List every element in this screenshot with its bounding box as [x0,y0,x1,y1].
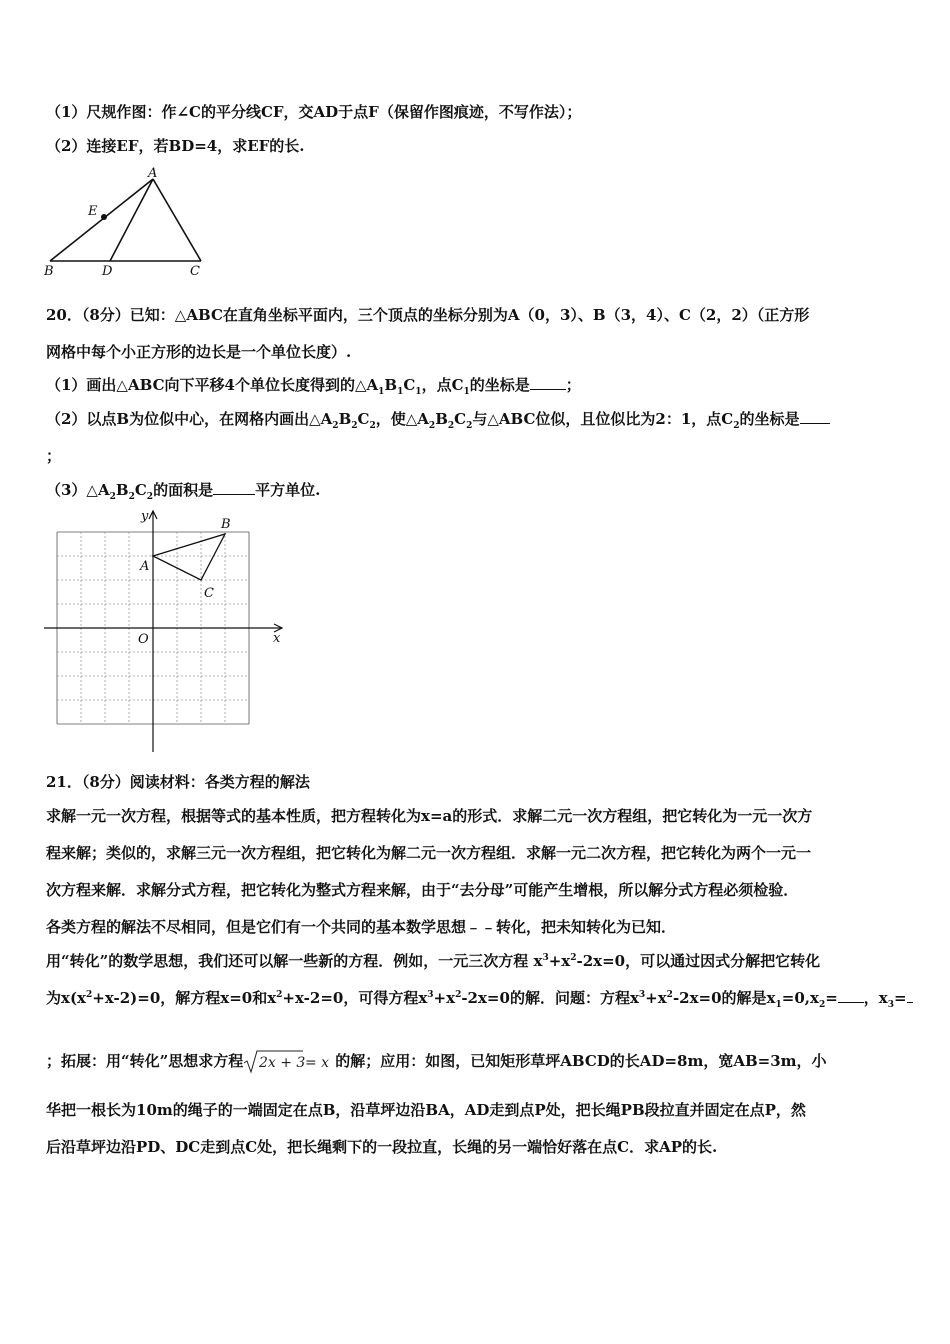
triangle-figure [44,165,209,280]
q20-line1: 20．（8分）已知：△ABC在直角坐标平面内，三个顶点的坐标分别为A（0，3）、B（3，4）、C（2，2）（正方形 [46,306,810,324]
q21-p3: 次方程来解．求解分式方程，把它转化为整式方程来解，由于“去分母”可能产生增根，所以解分式方程必须检验． [46,881,799,899]
side-ac [153,179,201,261]
q20-part2-end: ； [46,447,62,465]
label-c: C [204,586,214,601]
q21-p2: 程来解；类似的，求解三元一次方程组，把它转化为解二元一次方程组．求解一元二次方程，把它转化为两个一元一 [46,844,812,862]
q20-part2: （2）以点B为位似中心，在网格内画出$\triangle A_2B_2C_2$，使$\triangle A_2B_2C_2$与△ABC位似，且位似比为2：1，点$C_2$的坐标是 [46,409,830,429]
q21-answer-blank-x3[interactable] [907,988,913,1003]
side-ab [50,179,153,261]
q20-answer-blank-2[interactable] [800,409,830,424]
segment-ad [110,179,153,261]
radical-equation [243,1048,335,1076]
label-d: D [102,264,113,279]
label-b: B [44,264,54,279]
q20-part1: （1）画出△ABC向下平移4个单位长度得到的$\triangle A_1B_1C_1$，点$C_1$的坐标是 ； [46,376,581,397]
q21-p8: 华把一根长为10m的绳子的一端固定在点B，沿草坪边沿BA，AD走到点P处，把长绳PB段拉直并固定在点P，然 [46,1101,806,1119]
q21-p7: ；拓展：用“转化”思想求方程 2x + 3 = x 的解；应用：如图，已知矩形草坪ABCD的长AD=8m，宽AB=3m，小 [46,1048,827,1076]
label-a: A [148,166,158,181]
q21-p6: 为$x(x^2+x-2)=0$，解方程x=0和$x^2+x-2=0$，可得方程$x^3+x^2-2x=0$的解．问题：方程$x^3+x^2-2x=0$的解是$x_1=0,x_2=$ ，$x_3=$ [46,988,913,1008]
label-e: E [88,204,98,219]
coordinate-grid-figure [44,506,289,756]
q20-line2: 网格中每个小正方形的边长是一个单位长度）. [46,343,352,361]
label-origin: O [138,632,149,647]
q19-part2: （2）连接EF，若BD=4，求EF的长. [46,137,305,155]
label-x: x [273,631,281,646]
point-e [101,214,107,220]
q20-answer-blank-3[interactable] [213,480,255,495]
label-y: y [141,509,149,524]
q21-answer-blank-x2[interactable] [838,988,864,1003]
q21-p1: 求解一元一次方程，根据等式的基本性质，把方程转化为x=a的形式．求解二元一次方程组，把它转化为一元一次方 [46,807,813,825]
equation-rhs: = x [305,1055,330,1071]
radicand: 2x + 3 [259,1055,306,1071]
q21-title: 21．（8分）阅读材料：各类方程的解法 [46,773,310,791]
label-c: C [190,264,200,279]
q20-answer-blank-1[interactable] [530,375,566,390]
label-b: B [221,517,231,532]
label-a: A [140,559,150,574]
q21-p9: 后沿草坪边沿PD、DC走到点C处，把长绳剩下的一段拉直，长绳的另一端恰好落在点C．求AP的长. [46,1138,718,1156]
q21-p5: 用“转化”的数学思想，我们还可以解一些新的方程．例如，一元三次方程 $x^3+x^2-2x=0$，可以通过因式分解把它转化 [46,952,821,970]
q20-part3: $(3)\triangle A_2B_2C_2$的面积是 平方单位. [46,481,321,502]
triangle-abc [153,534,225,580]
q21-p4: 各类方程的解法不尽相同，但是它们有一个共同的基本数学思想﹣﹣转化，把未知转化为已知． [46,918,677,936]
q19-part1: （1）尺规作图：作∠C的平分线CF，交AD于点F（保留作图痕迹，不写作法）； [46,103,582,121]
